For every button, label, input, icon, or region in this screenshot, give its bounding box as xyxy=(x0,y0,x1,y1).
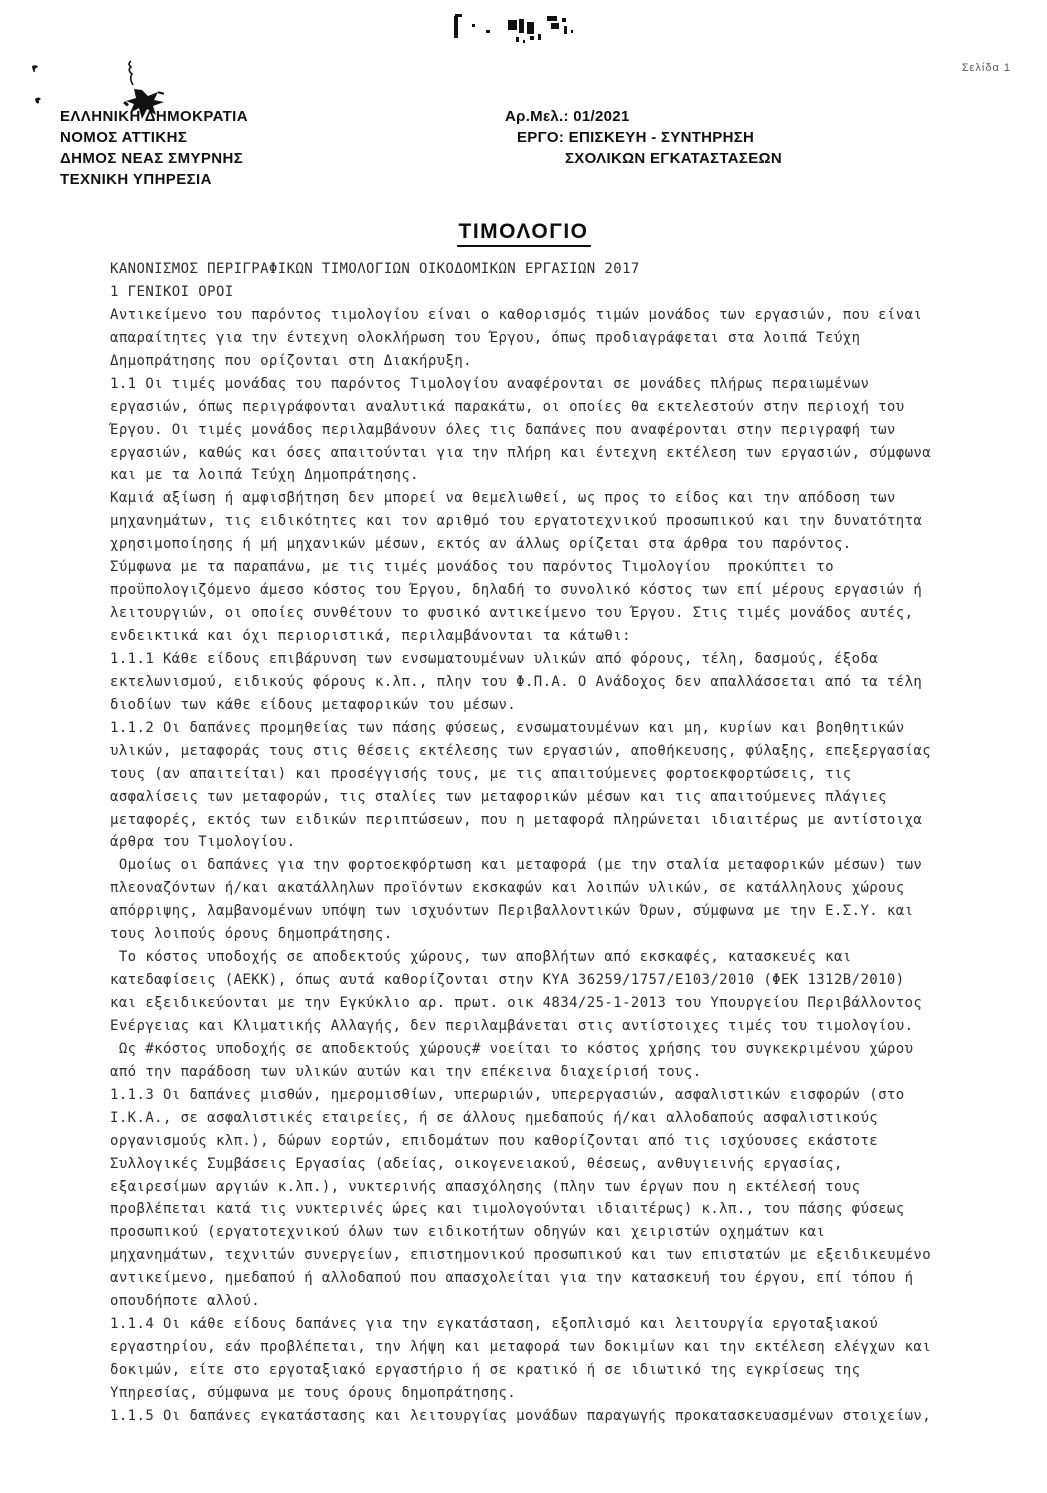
text-line: προϋπολογιζόμενο άμεσο κόστος του Έργου, δηλαδή το συνολικό κόστος των επί μέρους εργασιών ή xyxy=(110,582,923,599)
text-line: πλεοναζόντων ή/και ακατάλληλων προϊόντων εκσκαφών και λοιπών υλικών, σε κατάλληλους χώρους xyxy=(110,880,905,897)
text-line: κατεδαφίσεις (ΑΕΚΚ), όπως αυτά καθορίζονται στην ΚΥΑ 36259/1757/Ε103/2010 (ΦΕΚ 1312Β/2010) xyxy=(110,972,905,989)
text-line: Το κόστος υποδοχής σε αποδεκτούς χώρους, των αποβλήτων από εκσκαφές, κατασκευές και xyxy=(110,949,852,966)
text-line: απόρριψης, λαμβανομένων υπόψη των ισχυόντων Περιβαλλοντικών Όρων, σύμφωνα με την Ε.Σ.Υ. και xyxy=(110,903,914,920)
scan-artifact xyxy=(124,60,136,86)
text-line: αντικείμενο, ημεδαπού ή αλλοδαπού που απασχολείται για την κατασκευή του έργου, επί τόπου ή xyxy=(110,1270,914,1287)
document-body xyxy=(110,258,1015,1428)
project-header xyxy=(505,106,782,169)
text-line: ΚΑΝΟΝΙΣΜΟΣ ΠΕΡΙΓΡΑΦΙΚΩΝ ΤΙΜΟΛΟΓΙΩΝ ΟΙΚΟΔΟΜΙΚΩΝ ΕΡΓΑΣΙΩΝ 2017 xyxy=(110,261,640,277)
text-line: 1.1.1 Κάθε είδους επιβάρυνση των ενσωματουμένων υλικών από φόρους, τέλη, δασμούς, έξοδα xyxy=(110,650,879,667)
text-line: απαραίτητες για την έντεχνη ολοκλήρωση του Έργου, όπως προδιαγράφεται στα λοιπά Τεύχη xyxy=(110,329,861,346)
text-line: τους (αν απαιτείται) και προσέγγισής τους, με τις απαιτούμενες φορτοεκφορτώσεις, τις xyxy=(110,765,852,782)
text-line: 1.1 Οι τιμές μονάδας του παρόντος Τιμολογίου αναφέρονται σε μονάδες πλήρως περαιωμένων xyxy=(110,375,870,392)
text-line: λειτουργιών, οι οποίες συνθέτουν το φυσικό αντικείμενο του Έργου. Στις τιμές μονάδος αυτές, xyxy=(110,605,914,622)
text-line: ενδεικτικά και όχι περιοριστικά, περιλαμβάνονται τα κάτωθι: xyxy=(110,628,631,644)
text-line: οπουδήποτε αλλού. xyxy=(110,1293,261,1310)
text-line: μεταφορές, εκτός των ειδικών περιπτώσεων, που η μεταφορά πληρώνεται ιδιαιτέρως με αντίστοιχα xyxy=(110,811,923,828)
text-line: χρησιμοποίησης ή μή μηχανικών μέσων, εκτός αν άλλως ορίζεται στα άρθρα του παρόντος. xyxy=(110,536,852,553)
text-line: οργανισμούς κλπ.), δώρων εορτών, επιδομάτων που καθορίζονται από τις ισχύουσες εκάστοτε xyxy=(110,1132,879,1149)
text-line: 1.1.2 Οι δαπάνες προμηθείας των πάσης φύσεως, ενσωματουμένων και μη, κυρίων και βοηθητικών xyxy=(110,719,905,736)
text-line: 1.1.4 Οι κάθε είδους δαπάνες για την εγκατάσταση, εξοπλισμό και λειτουργία εργοταξιακού xyxy=(110,1316,879,1333)
text-line: ΤΕΧΝΙΚΗ ΥΠΗΡΕΣΙΑ xyxy=(60,171,212,188)
text-line: υλικών, μεταφοράς τους στις θέσεις εκτέλεσης των εργασιών, αποθήκευσης, φύλαξης, επεξεργασίας xyxy=(110,742,932,759)
text-line: μηχανημάτων, τεχνιτών συνεργείων, επιστημονικού προσωπικού και των επιστατών με εξειδικευμένο xyxy=(110,1247,932,1264)
text-line: και με τα λοιπά Τεύχη Δημοπράτησης. xyxy=(110,467,420,484)
text-line: εργασιών, καθώς και όσες απαιτούνται για την πλήρη και έντεχνη εκτέλεση των εργασιών, σύμφωνα xyxy=(110,444,932,461)
project-title-line-2: ΣΧΟΛΙΚΩΝ ΕΓΚΑΤΑΣΤΑΣΕΩΝ xyxy=(565,150,782,167)
text-line: δοκιμών, είτε στο εργοταξιακό εργαστήριο ή σε κρατικό ή σε ιδιωτικό της εγκρίσεως της xyxy=(110,1362,861,1378)
text-line: προσωπικού (εργατοτεχνικού όλων των ειδικοτήτων οδηγών και χειριστών οχημάτων και xyxy=(110,1224,826,1241)
text-line: Αντικείμενο του παρόντος τιμολογίου είναι ο καθορισμός τιμών μονάδος των εργασιών, που είναι xyxy=(110,306,923,323)
title-row xyxy=(0,220,1047,247)
text-line: μηχανημάτων, τις ειδικότητες και τον αριθμό του εργατοτεχνικού προσωπικού και την δυνατότητα xyxy=(110,513,923,530)
text-line: 1.1.5 Οι δαπάνες εγκατάστασης και λειτουργίας μονάδων παραγωγής προκατασκευασμένων στοιχείων, xyxy=(110,1407,932,1424)
scanner-smudge-icon xyxy=(452,10,584,48)
study-number: Αρ.Μελ.: 01/2021 xyxy=(505,108,630,125)
text-line: προβλέπεται κατά τις νυκτερινές ώρες και τιμολογούνται ιδιαιτέρως) κ.λπ., του πάσης φύσεως xyxy=(110,1201,905,1218)
scan-artifact xyxy=(30,64,40,76)
text-line: Ενέργειας και Κλιματικής Αλλαγής, δεν περιλαμβάνεται στις αντίστοιχες τιμές του τιμολογίου. xyxy=(110,1017,914,1034)
text-line: από την παράδοση των υλικών αυτών και την επέκεινα διαχείρισή τους. xyxy=(110,1063,702,1080)
scan-artifact xyxy=(33,96,43,106)
text-line: 1.1.3 Οι δαπάνες μισθών, ημερομισθίων, υπερωριών, υπερεργασιών, ασφαλιστικών εισφορών (στο xyxy=(110,1086,905,1103)
page-title: ΤΙΜΟΛΟΓΙΟ xyxy=(457,220,591,247)
text-line: εργασιών, όπως περιγράφονται αναλυτικά παρακάτω, οι οποίες θα εκτελεστούν στην περιοχή του xyxy=(110,398,905,415)
text-line: Δημοπράτησης που ορίζονται στη Διακήρυξη. xyxy=(110,352,472,369)
text-line: ΔΗΜΟΣ ΝΕΑΣ ΣΜΥΡΝΗΣ xyxy=(60,150,244,167)
agency-header xyxy=(60,106,248,190)
text-line: Σύμφωνα με τα παραπάνω, με τις τιμές μονάδος του παρόντος Τιμολογίου προκύπτει το xyxy=(110,559,834,576)
text-line: άρθρα του Τιμολογίου. xyxy=(110,834,296,851)
text-line: Ομοίως οι δαπάνες για την φορτοεκφόρτωση και μεταφορά (με την σταλία μεταφορικών μέσων) των xyxy=(110,857,923,874)
text-line: εκτελωνισμού, ειδικούς φόρους κ.λπ., πλην του Φ.Π.Α. Ο Ανάδοχος δεν απαλλάσσεται από τα τέλη xyxy=(110,673,923,690)
project-title-line-1: ΕΡΓΟ: ΕΠΙΣΚΕΥΗ - ΣΥΝΤΗΡΗΣΗ xyxy=(517,129,755,146)
page-number: Σελίδα 1 xyxy=(961,62,1011,74)
text-line: ασφαλίσεις των μεταφορών, τις σταλίες των μεταφορικών μέσων και τις απαιτούμενες πλάγιες xyxy=(110,788,887,805)
text-line: ΝΟΜΟΣ ΑΤΤΙΚΗΣ xyxy=(60,129,188,146)
text-line: διοδίων των κάθε είδους μεταφορικών του μέσων. xyxy=(110,696,517,713)
text-line: ΕΛΛΗΝΙΚΗ ΔΗΜΟΚΡΑΤΙΑ xyxy=(60,108,248,125)
text-line: 1 ΓΕΝΙΚΟΙ ΟΡΟΙ xyxy=(110,283,234,300)
text-line: εργαστηρίου, εάν προβλέπεται, την λήψη και μεταφορά των δοκιμίων και την εκτέλεση ελέγχων και xyxy=(110,1339,932,1356)
text-line: τους λοιπούς όρους δημοπράτησης. xyxy=(110,926,393,943)
text-line: και εξειδικεύονται με την Εγκύκλιο αρ. πρωτ. οικ 4834/25-1-2013 του Υπουργείου Περιβάλλοντος xyxy=(110,995,923,1011)
text-line: Υπηρεσίας, σύμφωνα με τους όρους δημοπράτησης. xyxy=(110,1384,517,1401)
text-line: Καμιά αξίωση ή αμφισβήτηση δεν μπορεί να θεμελιωθεί, ως προς το είδος και την απόδοση των xyxy=(110,490,896,507)
text-line: Έργου. Οι τιμές μονάδος περιλαμβάνουν όλες τις δαπάνες που αναφέρονται στην περιγραφή των xyxy=(110,421,896,438)
text-line: Συλλογικές Συμβάσεις Εργασίας (αδείας, οικογενειακού, θέσεως, ανθυγιεινής εργασίας, xyxy=(110,1155,843,1172)
text-line: εξαιρεσίμων αργιών κ.λπ.), νυκτερινής απασχόλησης (πλην των έργων που η εκτέλεσή τους xyxy=(110,1178,861,1195)
text-line: Ως #κόστος υποδοχής σε αποδεκτούς χώρους# νοείται το κόστος χρήσης του συγκεκριμένου χώρου xyxy=(110,1040,914,1057)
text-line: Ι.Κ.Α., σε ασφαλιστικές εταιρείες, ή σε άλλους ημεδαπούς ή/και αλλοδαπούς ασφαλιστικούς xyxy=(110,1109,879,1126)
